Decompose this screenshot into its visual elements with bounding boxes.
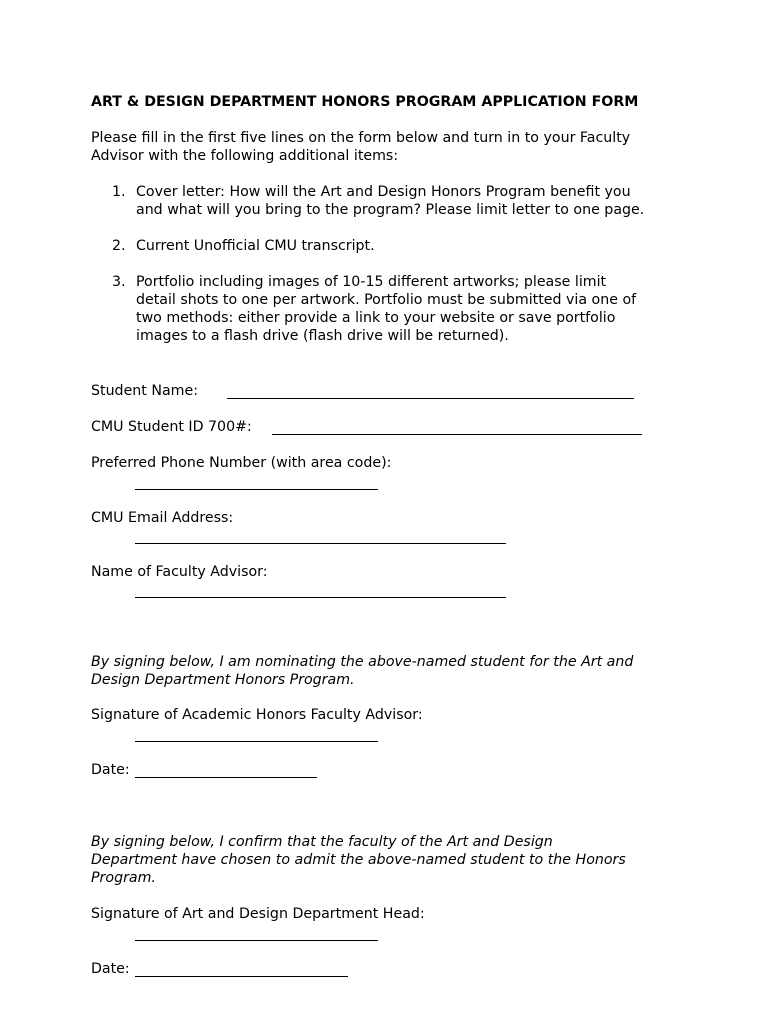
head-date-label: Date: — [91, 961, 130, 977]
student-id-label: CMU Student ID 700#: — [91, 419, 252, 435]
advisor-date-field[interactable] — [135, 777, 317, 778]
phone-label: Preferred Phone Number (with area code): — [91, 455, 392, 471]
list-item-text: detail shots to one per artwork. Portfolio must be submitted via one of — [136, 292, 637, 308]
head-statement-line-1: By signing below, I confirm that the faculty of the Art and Design — [91, 834, 553, 850]
phone-field[interactable] — [135, 489, 378, 490]
head-statement-line-2: Department have chosen to admit the above-named student to the Honors — [91, 852, 626, 868]
advisor-date-label: Date: — [91, 762, 130, 778]
list-item-number: 3. — [112, 274, 126, 290]
advisor-signature-label: Signature of Academic Honors Faculty Advisor: — [91, 707, 423, 723]
intro-line-2: Advisor with the following additional items: — [91, 148, 399, 164]
head-date-field[interactable] — [135, 976, 348, 977]
list-item-text: images to a flash drive (flash drive will be returned). — [136, 328, 509, 344]
email-label: CMU Email Address: — [91, 510, 234, 526]
advisor-statement-line-1: By signing below, I am nominating the above-named student for the Art and — [91, 654, 634, 670]
head-signature-label: Signature of Art and Design Department Head: — [91, 906, 425, 922]
list-item-text: Current Unofficial CMU transcript. — [136, 238, 375, 254]
intro-line-1: Please fill in the first five lines on the form below and turn in to your Faculty — [91, 130, 631, 146]
student-name-field[interactable] — [227, 398, 634, 399]
student-id-field[interactable] — [272, 434, 642, 435]
advisor-statement-line-2: Design Department Honors Program. — [91, 672, 355, 688]
list-item-text: two methods: either provide a link to your website or save portfolio — [136, 310, 616, 326]
page-title: ART & DESIGN DEPARTMENT HONORS PROGRAM APPLICATION FORM — [91, 94, 639, 110]
head-signature-field[interactable] — [135, 940, 378, 941]
list-item-number: 2. — [112, 238, 126, 254]
list-item-text: and what will you bring to the program? Please limit letter to one page. — [136, 202, 645, 218]
email-field[interactable] — [135, 543, 506, 544]
advisor-signature-field[interactable] — [135, 741, 378, 742]
head-statement-line-3: Program. — [91, 870, 156, 886]
faculty-advisor-field[interactable] — [135, 597, 506, 598]
list-item-number: 1. — [112, 184, 126, 200]
faculty-advisor-label: Name of Faculty Advisor: — [91, 564, 268, 580]
student-name-label: Student Name: — [91, 383, 198, 399]
list-item-text: Portfolio including images of 10-15 different artworks; please limit — [136, 274, 607, 290]
list-item-text: Cover letter: How will the Art and Design Honors Program benefit you — [136, 184, 631, 200]
